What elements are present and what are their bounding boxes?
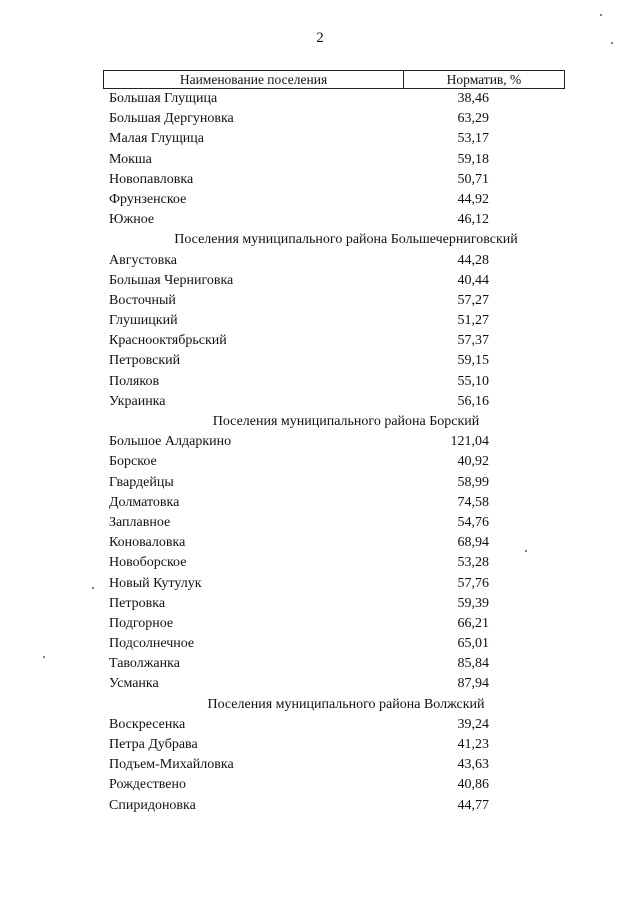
norm-value: 57,27 bbox=[457, 292, 489, 308]
norm-value: 51,27 bbox=[457, 313, 489, 329]
table-row bbox=[103, 432, 565, 452]
settlement-name: Фрунзенское bbox=[109, 191, 187, 207]
table-row bbox=[103, 634, 565, 654]
norm-value: 59,15 bbox=[457, 353, 489, 369]
header-settlement-name: Наименование поселения bbox=[104, 71, 404, 88]
table-row bbox=[103, 715, 565, 735]
settlement-name: Новый Кутулук bbox=[109, 575, 202, 591]
settlement-name: Рождествено bbox=[109, 777, 187, 793]
section-heading: Поселения муниципального района Большечерниговский bbox=[174, 232, 518, 248]
norm-value: 58,99 bbox=[457, 474, 489, 490]
norm-value: 40,86 bbox=[457, 777, 489, 793]
settlement-name: Коноваловка bbox=[109, 535, 186, 551]
settlement-name: Южное bbox=[109, 212, 155, 228]
norm-value: 41,23 bbox=[457, 737, 489, 752]
settlement-name: Большая Дергуновка bbox=[109, 111, 234, 127]
norm-value: 57,76 bbox=[457, 575, 489, 591]
table-row bbox=[103, 331, 565, 351]
norm-value: 55,10 bbox=[457, 373, 489, 389]
settlement-name: Петровский bbox=[109, 353, 181, 369]
norm-value: 53,28 bbox=[457, 555, 489, 571]
table-row bbox=[103, 89, 565, 109]
table-header bbox=[103, 70, 565, 89]
settlement-name: Краснооктябрьский bbox=[109, 333, 227, 349]
norm-value: 59,39 bbox=[457, 595, 489, 611]
settlement-name: Августовка bbox=[109, 252, 178, 268]
settlement-name: Заплавное bbox=[109, 514, 171, 530]
table-row bbox=[103, 129, 565, 149]
table-row bbox=[103, 533, 565, 553]
table-row bbox=[103, 796, 565, 816]
table-row bbox=[103, 452, 565, 472]
table-row bbox=[103, 170, 565, 190]
table-row bbox=[103, 251, 565, 271]
table-row bbox=[103, 351, 565, 371]
table-row bbox=[103, 654, 565, 674]
settlement-name: Новоборское bbox=[109, 555, 187, 571]
norm-value: 38,46 bbox=[457, 91, 489, 106]
norm-value: 50,71 bbox=[457, 171, 489, 187]
settlement-name: Борское bbox=[109, 454, 157, 470]
table-row bbox=[103, 775, 565, 795]
settlement-name: Малая Глущица bbox=[109, 131, 204, 147]
norm-value: 65,01 bbox=[457, 636, 489, 652]
section-heading: Поселения муниципального района Волжский bbox=[207, 696, 485, 712]
table-row bbox=[103, 372, 565, 392]
table-row bbox=[103, 473, 565, 493]
norm-value: 121,04 bbox=[450, 434, 489, 450]
table-row bbox=[103, 392, 565, 412]
settlement-name: Усманка bbox=[109, 676, 159, 692]
norm-value: 85,84 bbox=[457, 656, 489, 672]
table-row bbox=[103, 735, 565, 755]
norm-value: 40,92 bbox=[457, 454, 489, 470]
section-heading-row bbox=[103, 695, 565, 715]
norm-value: 44,92 bbox=[457, 191, 489, 207]
settlement-name: Большая Глущица bbox=[109, 91, 218, 106]
scan-speck bbox=[525, 550, 527, 552]
norm-value: 87,94 bbox=[457, 676, 489, 692]
norm-value: 59,18 bbox=[457, 151, 489, 167]
settlement-name: Подгорное bbox=[109, 615, 174, 631]
table-row bbox=[103, 674, 565, 694]
norm-value: 53,17 bbox=[457, 131, 489, 147]
settlement-name: Подъем-Михайловка bbox=[109, 757, 234, 773]
settlement-name: Поляков bbox=[109, 373, 160, 389]
settlement-name: Гвардейцы bbox=[109, 474, 174, 490]
table-row bbox=[103, 553, 565, 573]
table-row bbox=[103, 311, 565, 331]
settlement-name: Мокша bbox=[109, 151, 152, 167]
norm-value: 56,16 bbox=[457, 393, 489, 409]
header-norm-percent: Норматив, % bbox=[446, 72, 522, 87]
norm-value: 44,77 bbox=[457, 797, 489, 813]
settlement-name: Украинка bbox=[109, 393, 166, 409]
table-row bbox=[103, 190, 565, 210]
norm-value: 44,28 bbox=[457, 252, 489, 268]
settlement-name: Большое Алдаркино bbox=[109, 434, 232, 450]
settlement-name: Таволжанка bbox=[109, 656, 180, 672]
table-row bbox=[103, 594, 565, 614]
norm-value: 68,94 bbox=[457, 535, 489, 551]
section-heading: Поселения муниципального района Борский bbox=[212, 414, 480, 429]
norm-value: 46,12 bbox=[457, 212, 489, 228]
table-row bbox=[103, 614, 565, 634]
table-row bbox=[103, 493, 565, 513]
settlement-name: Петра Дубрава bbox=[109, 737, 198, 752]
settlement-name: Подсолнечное bbox=[109, 636, 195, 652]
norm-value: 43,63 bbox=[457, 757, 489, 773]
table-row bbox=[103, 150, 565, 170]
table-row bbox=[103, 755, 565, 775]
table-row bbox=[103, 513, 565, 533]
settlement-name: Петровка bbox=[109, 595, 166, 611]
settlement-name: Новопавловка bbox=[109, 171, 194, 187]
table-body bbox=[103, 89, 565, 816]
settlement-name: Большая Черниговка bbox=[109, 272, 234, 288]
norm-value: 40,44 bbox=[457, 272, 489, 288]
table-row bbox=[103, 574, 565, 594]
scan-speck bbox=[43, 656, 45, 658]
settlement-name: Спиридоновка bbox=[109, 797, 196, 813]
settlement-name: Восточный bbox=[109, 292, 176, 308]
scan-speck bbox=[600, 14, 602, 16]
norm-value: 39,24 bbox=[457, 716, 489, 732]
page-number: 2 bbox=[316, 30, 324, 46]
norm-value: 66,21 bbox=[457, 615, 489, 631]
scan-speck bbox=[92, 587, 94, 589]
scan-speck bbox=[611, 42, 613, 44]
norm-table bbox=[103, 70, 565, 816]
norm-value: 57,37 bbox=[457, 333, 489, 349]
section-heading-row bbox=[103, 412, 565, 432]
settlement-name: Долматовка bbox=[109, 494, 180, 510]
norm-value: 63,29 bbox=[457, 111, 489, 127]
table-row bbox=[103, 271, 565, 291]
table-row bbox=[103, 109, 565, 129]
settlement-name: Воскресенка bbox=[109, 716, 186, 732]
section-heading-row bbox=[103, 230, 565, 250]
table-row bbox=[103, 291, 565, 311]
norm-value: 74,58 bbox=[457, 494, 489, 510]
settlement-name: Глушицкий bbox=[109, 313, 178, 329]
norm-value: 54,76 bbox=[457, 514, 489, 530]
table-row bbox=[103, 210, 565, 230]
